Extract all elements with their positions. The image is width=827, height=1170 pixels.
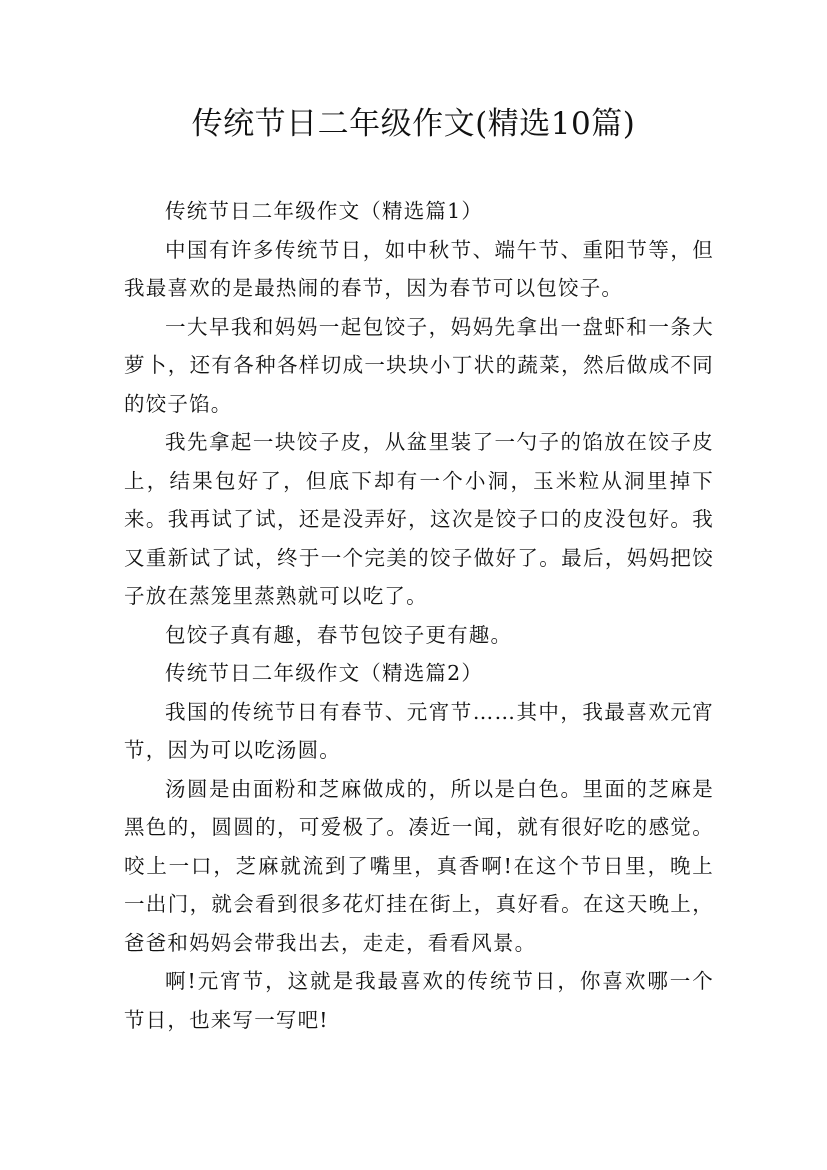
paragraph: 我先拿起一块饺子皮，从盆里装了一勺子的馅放在饺子皮上，结果包好了，但底下却有一个小洞，玉米粒从洞里掉下来。我再试了试，还是没弄好，这次是饺子口的皮没包好。我又重新试了试，终于一个完美的饺子做好了。最后，妈妈把饺子放在蒸笼里蒸熟就可以吃了。 [124, 430, 714, 608]
paragraph: 我国的传统节日有春节、元宵节……其中，我最喜欢元宵节，因为可以吃汤圆。 [124, 699, 714, 762]
section-heading: 传统节日二年级作文（精选篇1） [165, 199, 484, 223]
paragraph: 汤圆是由面粉和芝麻做成的，所以是白色。里面的芝麻是黑色的，圆圆的，可爱极了。凑近一闻，就有很好吃的感觉。咬上一口，芝麻就流到了嘴里，真香啊!在这个节日里，晚上一出门，就会看到很多花灯挂在街上，真好看。在这天晚上，爸爸和妈妈会带我出去，走走，看看风景。 [124, 776, 714, 955]
paragraph: 一大早我和妈妈一起包饺子，妈妈先拿出一盘虾和一条大萝卜，还有各种各样切成一块块小丁状的蔬菜，然后做成不同的饺子馅。 [124, 314, 714, 416]
section-heading: 传统节日二年级作文（精选篇2） [165, 661, 484, 685]
paragraph: 包饺子真有趣，春节包饺子更有趣。 [165, 622, 513, 647]
paragraph: 中国有许多传统节日，如中秋节、端午节、重阳节等，但我最喜欢的是最热闹的春节，因为春节可以包饺子。 [124, 237, 714, 300]
document-title: 传统节日二年级作文(精选10篇) [191, 106, 636, 142]
paragraph: 啊!元宵节，这就是我最喜欢的传统节日，你喜欢哪一个节日，也来写一写吧! [124, 969, 714, 1032]
document-body [124, 192, 714, 1039]
